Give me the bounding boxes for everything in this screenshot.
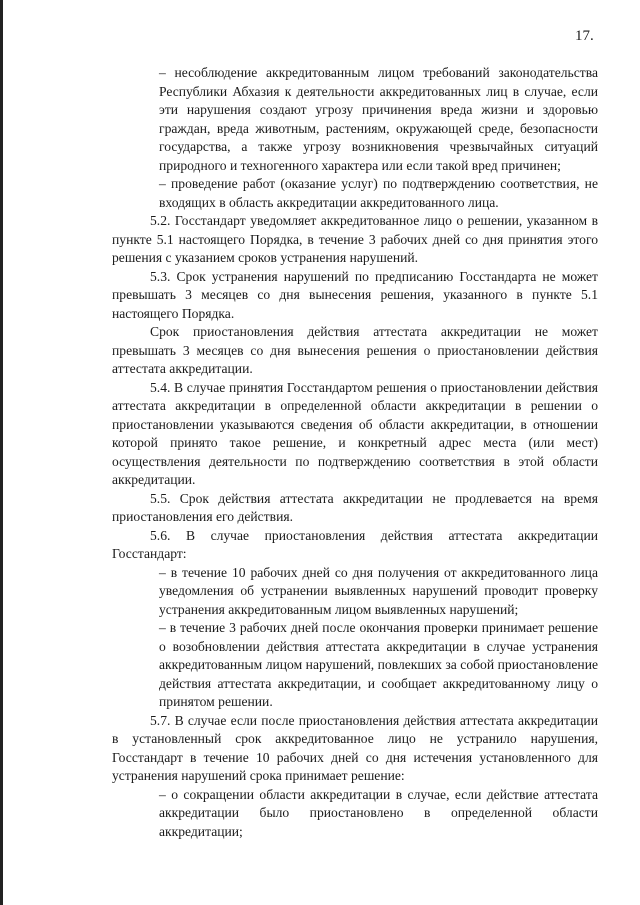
list-item: – в течение 3 рабочих дней после окончания проверки принимает решение о возобновлении действия аттестата аккредитации в случае устранения аккредитованным лицом нарушений, повлекших за собой приостановление действия аттестата аккредитации, и сообщает аккредитованному лицу о принятом решении.	[159, 620, 598, 709]
paragraph: 5.2. Госстандарт уведомляет аккредитованное лицо о решении, указанном в пункте 5.1 настоящего Порядка, в течение 3 рабочих дней со дня принятия этого решения с указанием сроков устранения нарушений.	[112, 213, 598, 265]
paragraph: Срок приостановления действия аттестата аккредитации не может превышать 3 месяцев со дня вынесения решения о приостановлении действия аттестата аккредитации.	[112, 324, 598, 376]
paragraph: 5.5. Срок действия аттестата аккредитации не продлевается на время приостановления его действия.	[112, 490, 598, 524]
page-number: 17.	[575, 28, 594, 44]
list-item: – в течение 10 рабочих дней со дня получения от аккредитованного лица уведомления об устранении выявленных нарушений проводит проверку устранения аккредитованным лицом выявленных нарушений;	[159, 564, 598, 617]
scan-edge	[0, 0, 3, 905]
paragraph: 5.7. В случае если после приостановления действия аттестата аккредитации в установленный срок аккредитованное лицо не устранило нарушения, Госстандарт в течение 10 рабочих дней со дня истечения установленного для устранения нарушений срока принимает решение:	[112, 712, 598, 783]
paragraph: 5.4. В случае принятия Госстандартом решения о приостановлении действия аттестата аккредитации в определенной области аккредитации в решении о приостановлении указываются сведения об области аккредитации, в отношении которой принято такое решение, и конкретный адрес места (или мест) осуществления деятельности по подтверждению соответствия в этой области аккредитации.	[112, 379, 598, 487]
list-item: – о сокращении области аккредитации в случае, если действие аттестата аккредитации было приостановлено в определенной области аккредитации;	[159, 786, 598, 839]
list-item: – несоблюдение аккредитованным лицом требований законодательства Республики Абхазия к деятельности аккредитованных лиц в случае, если эти нарушения создают угрозу причинения вреда жизни и здоровью граждан, вреда животным, растениям, окружающей среде, безопасности государства, а также угрозу возникновения чрезвычайных ситуаций природного и техногенного характера или если такой вред причинен;	[159, 65, 598, 173]
document-body	[112, 64, 598, 841]
paragraph: 5.3. Срок устранения нарушений по предписанию Госстандарта не может превышать 3 месяцев со дня вынесения решения, указанного в пункте 5.1 настоящего Порядка.	[112, 268, 598, 321]
paragraph: 5.6. В случае приостановления действия аттестата аккредитации Госстандарт:	[112, 527, 598, 561]
list-item: – проведение работ (оказание услуг) по подтверждению соответствия, не входящих в область аккредитации аккредитованного лица.	[159, 176, 598, 210]
